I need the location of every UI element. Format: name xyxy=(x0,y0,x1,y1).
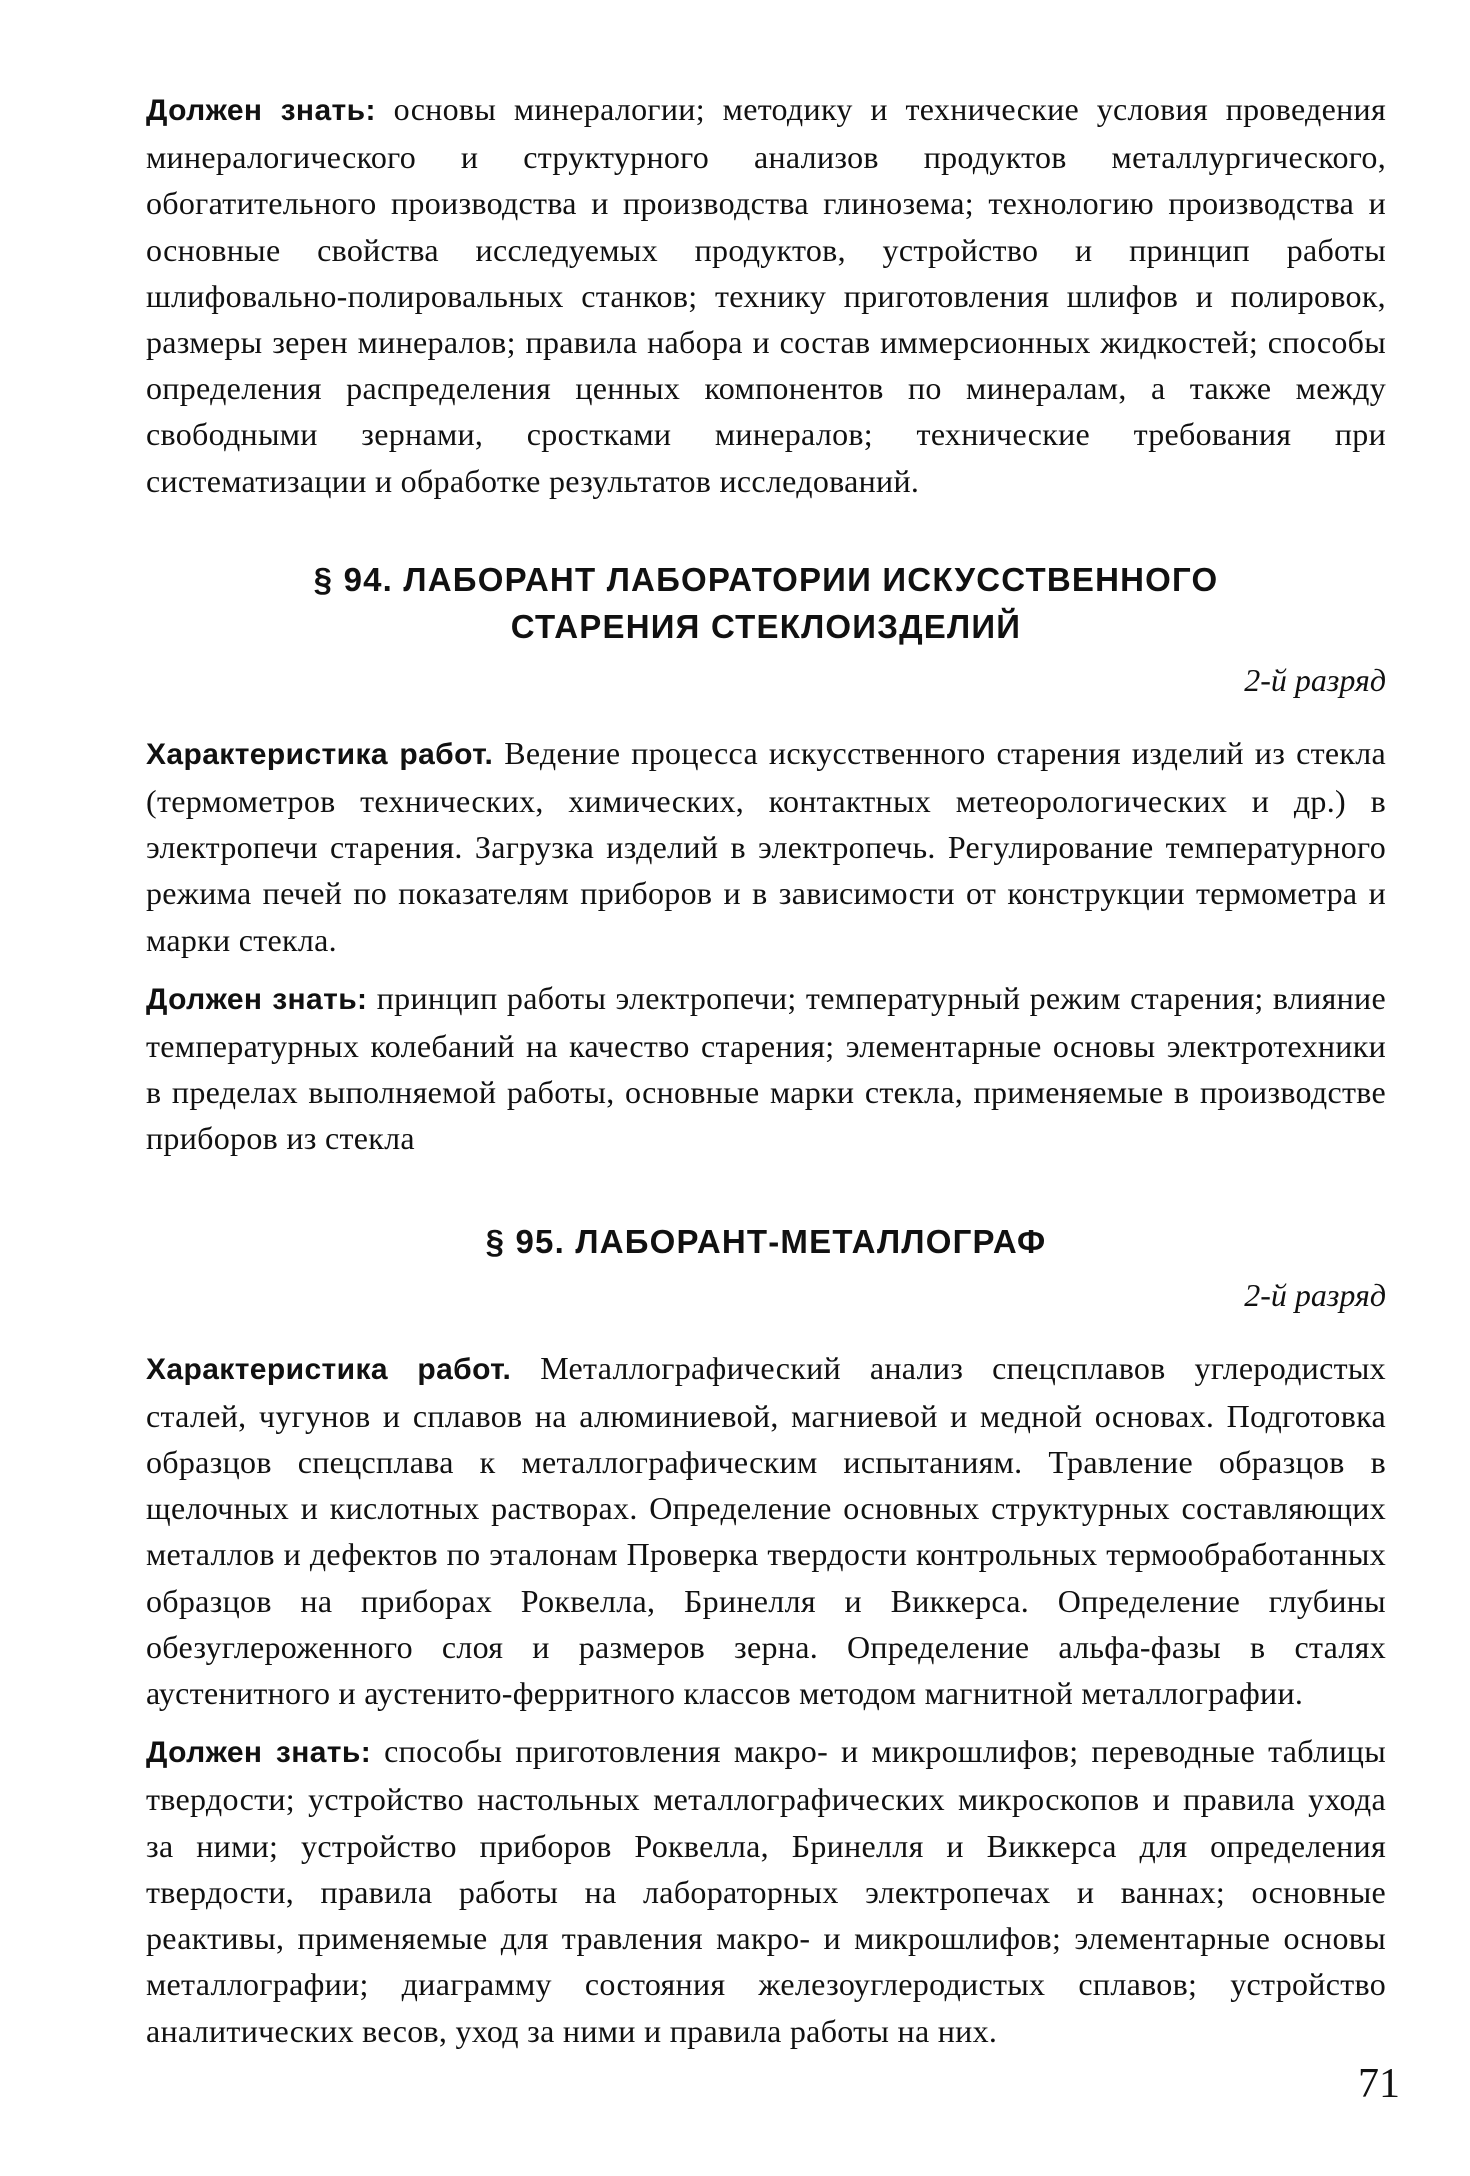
section-94 xyxy=(146,556,1386,1162)
section-94-knowledge-lead: Должен знать: xyxy=(146,982,368,1016)
section-95-characteristic xyxy=(146,1345,1386,1717)
section-94-characteristic-lead: Характеристика работ. xyxy=(146,737,494,771)
section-94-title-line1: § 94. ЛАБОРАНТ ЛАБОРАТОРИИ ИСКУССТВЕННОГО xyxy=(313,560,1219,598)
section-95-characteristic-text: Металлографический анализ спецсплавов углеродистых сталей, чугунов и сплавов на алюминиевой, магниевой и медной основах. Подготовка образцов спецсплава к металлографическим испытаниям. Травление образцов в щелочных и кислотных растворах. Определение основных структурных составляющих металлов и дефектов по эталонам Проверка твердости контрольных термообработанных образцов на приборах Роквелла, Бринелля и Виккерса. Определение глубины обезуглероженного слоя и размеров зерна. Определение альфа-фазы в сталях аустенитного и аустенито-ферритного классов методом магнитной металлографии. xyxy=(146,1349,1386,1712)
section-95-knowledge-lead: Должен знать: xyxy=(146,1736,372,1770)
section-95-characteristic-lead: Характеристика работ. xyxy=(146,1352,512,1386)
section-95-knowledge xyxy=(146,1728,1386,2053)
section-94-knowledge-text: принцип работы электропечи; температурный режим старения; влияние температурных колебаний на качество старения; элементарные основы электротехники в пределах выполняемой работы, основные марки стекла, применяемые в производстве приборов из стекла xyxy=(146,979,1386,1157)
page-number: 71 xyxy=(1358,2061,1400,2107)
section-94-knowledge xyxy=(146,975,1386,1162)
intro-lead: Должен знать: xyxy=(146,94,376,127)
section-95-grade: 2-й разряд xyxy=(1244,1276,1386,1313)
section-94-characteristic xyxy=(146,730,1386,963)
intro-paragraph xyxy=(146,86,1386,504)
section-95 xyxy=(146,1218,1386,2054)
intro-text: основы минералогии; методику и технические условия проведения минералогического и структурного анализов продуктов металлургического, обогатительного производства и производства глинозема; технологию производства и основные свойства исследуемых продуктов, устройство и принцип работы шлифовально-полировальных станков; технику приготовления шлифов и полировок, размеры зерен минералов; правила набора и состав иммерсионных жидкостей; способы определения распределения ценных компонентов по минералам, а также между свободными зернами, сростками минералов; технические требования при систематизации и обработке результатов исследований. xyxy=(146,91,1386,499)
section-94-title-line2: СТАРЕНИЯ СТЕКЛОИЗДЕЛИЙ xyxy=(510,607,1022,645)
section-94-grade: 2-й разряд xyxy=(1244,661,1386,698)
section-95-knowledge-text: способы приготовления макро- и микрошлифов; переводные таблицы твердости; устройство настольных металлографических микроскопов и правила ухода за ними; устройство приборов Роквелла, Бринелля и Виккерса для определения твердости, правила работы на лабораторных электропечах и ваннах; основные реактивы, применяемые для травления макро- и микрошлифов; элементарные основы металлографии; диаграмму состояния железоуглеродистых сплавов; устройство аналитических весов, уход за ними и правила работы на них. xyxy=(146,1733,1386,2049)
section-95-title: § 95. ЛАБОРАНТ-МЕТАЛЛОГРАФ xyxy=(485,1222,1047,1260)
section-94-characteristic-text: Ведение процесса искусственного старения изделий из стекла (термометров технических, химических, контактных метеорологических и др.) в электропечи старения. Загрузка изделий в электропечь. Регулирование температурного режима печей по показателям приборов и в зависимости от конструкции термометра и марки стекла. xyxy=(146,734,1386,958)
page-content xyxy=(146,86,1386,2054)
